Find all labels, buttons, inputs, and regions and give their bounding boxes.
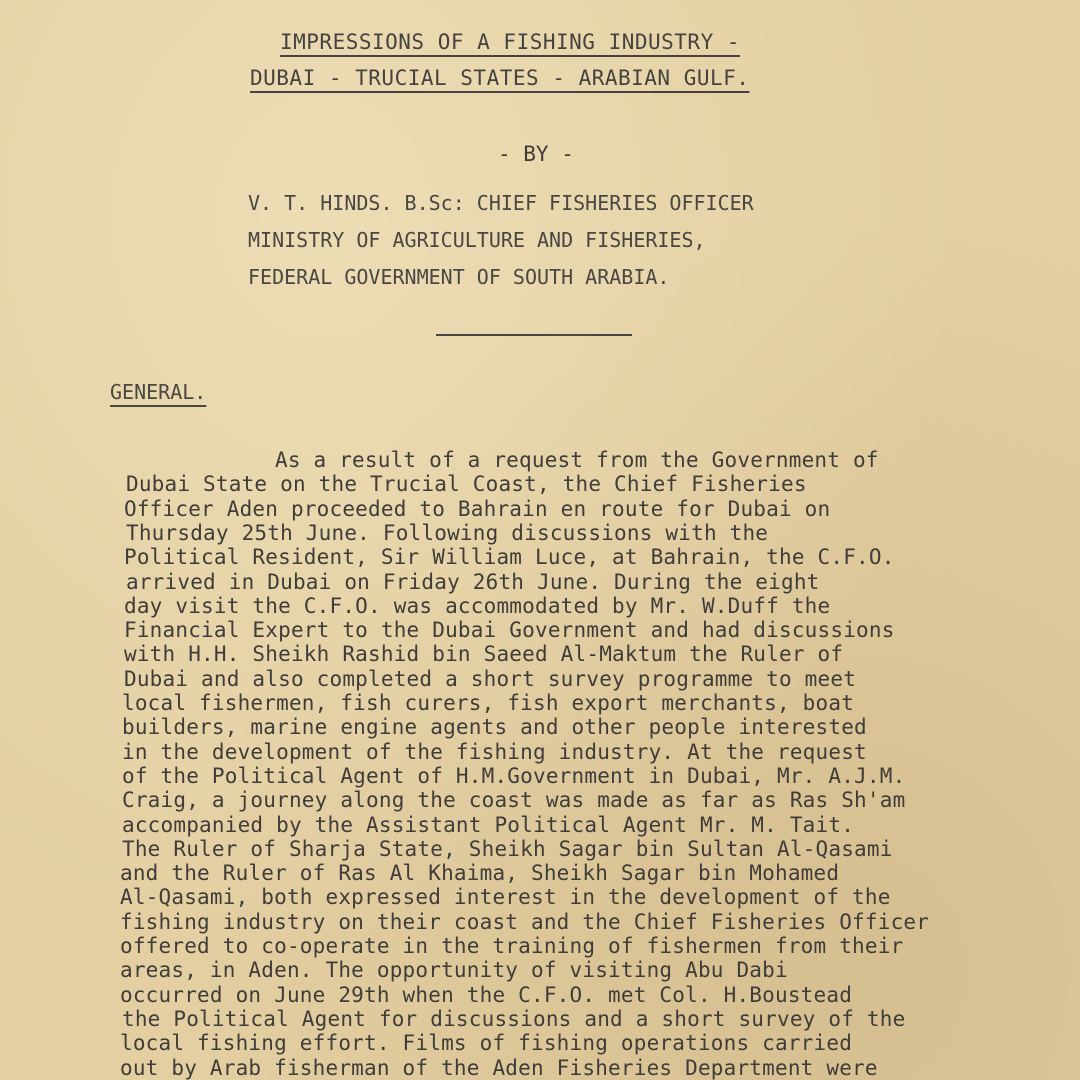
body-line: the Political Agent for discussions and a short survey of the (122, 1006, 906, 1031)
body-line: As a result of a request from the Government of (275, 448, 879, 472)
body-line: Dubai State on the Trucial Coast, the Chief Fisheries (126, 472, 807, 497)
body-line: Officer Aden proceeded to Bahrain en route for Dubai on (124, 496, 831, 521)
body-line: local fishermen, fish curers, fish export merchants, boat (122, 691, 855, 715)
body-line: builders, marine engine agents and other people interested (122, 715, 867, 740)
author-line-3: FEDERAL GOVERNMENT OF SOUTH ARABIA. (248, 265, 670, 289)
body-line: offered to co-operate in the training of fishermen from their (120, 934, 904, 958)
body-line: accompanied by the Assistant Political Agent Mr. M. Tait. (122, 812, 855, 837)
body-line: Al-Qasami, both expressed interest in the development of the (120, 885, 891, 910)
body-line: areas, in Aden. The opportunity of visiting Abu Dabi (120, 958, 788, 983)
body-line: in the development of the fishing industry. At the request (122, 739, 867, 764)
author-line-1: V. T. HINDS. B.Sc: CHIEF FISHERIES OFFICER (248, 191, 754, 215)
by-line: - BY - (498, 142, 574, 166)
body-line: The Ruler of Sharja State, Sheikh Sagar bin Sultan Al-Qasami (122, 836, 893, 861)
body-line: Financial Expert to the Dubai Government and had discussions (124, 618, 895, 643)
author-line-2: MINISTRY OF AGRICULTURE AND FISHERIES, (248, 228, 706, 252)
body-line: Craig, a journey along the coast was made as far as Ras Sh'am (122, 788, 906, 813)
body-line: Thursday 25th June. Following discussions with the (126, 520, 769, 545)
body-line: Dubai and also completed a short survey programme to meet (124, 666, 857, 691)
body-line: and the Ruler of Ras Al Khaima, Sheikh Sagar bin Mohamed (120, 861, 840, 886)
body-line: local fishing effort. Films of fishing operations carried (120, 1031, 853, 1056)
body-line: with H.H. Sheikh Rashid bin Saeed Al-Maktum the Ruler of (124, 642, 844, 667)
document-title-line-1: IMPRESSIONS OF A FISHING INDUSTRY - (280, 30, 741, 54)
body-line: day visit the C.F.O. was accommodated by Mr. W.Duff the (124, 593, 831, 618)
body-line: occurred on June 29th when the C.F.O. met Col. H.Boustead (120, 982, 853, 1007)
document-title-line-2: DUBAI - TRUCIAL STATES - ARABIAN GULF. (250, 66, 750, 90)
body-line: out by Arab fisherman of the Aden Fisheries Department were (120, 1055, 878, 1080)
body-line: fishing industry on their coast and the Chief Fisheries Officer (120, 909, 930, 934)
body-line: arrived in Dubai on Friday 26th June. During the eight (126, 569, 820, 594)
section-heading: GENERAL. (110, 380, 207, 404)
body-line: of the Political Agent of H.M.Government in Dubai, Mr. A.J.M. (122, 763, 906, 788)
body-line: Political Resident, Sir William Luce, at Bahrain, the C.F.O. (124, 545, 895, 570)
